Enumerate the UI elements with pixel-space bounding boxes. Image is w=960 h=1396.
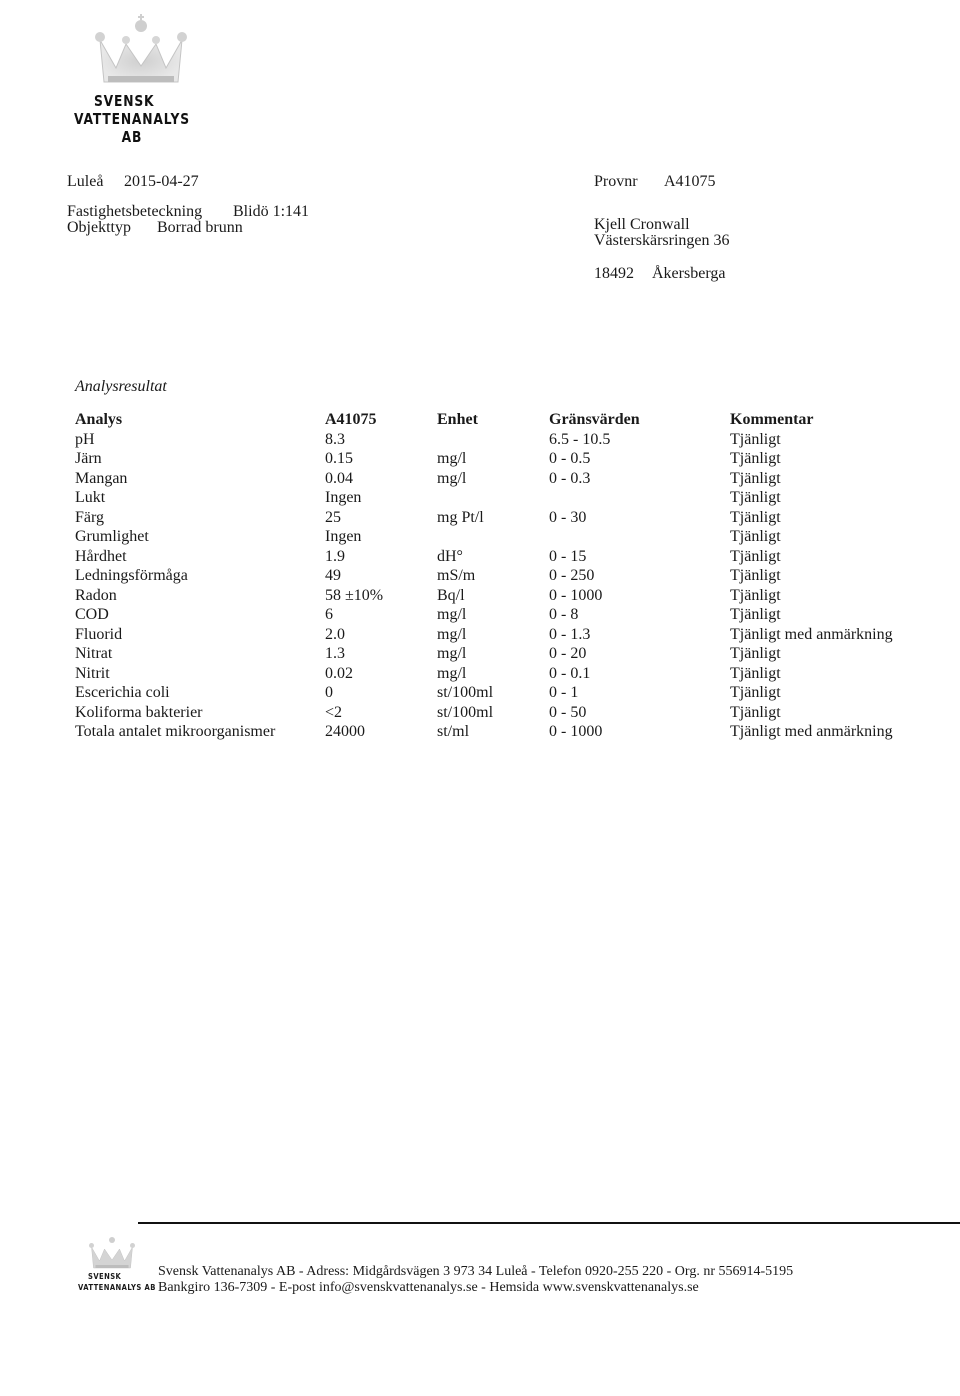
cell-limits: 0 - 0.5 <box>549 450 591 467</box>
cell-limits: 0 - 0.1 <box>549 664 591 682</box>
report-date: 2015-04-27 <box>124 173 199 190</box>
table-row <box>75 548 935 568</box>
cell-value: 0 <box>325 684 333 701</box>
recipient-street: Västerskärsringen 36 <box>594 232 730 249</box>
column-header-analysis: Analys <box>75 411 123 428</box>
cell-limits: 0 - 1.3 <box>549 625 591 643</box>
cell-limits: 0 - 50 <box>549 703 587 721</box>
cell-limits: 0 - 1000 <box>549 723 603 740</box>
cell-unit: Bq/l <box>437 586 465 604</box>
cell-comment: Tjänligt <box>730 645 781 662</box>
table-row <box>75 645 935 665</box>
logo-text-line1: SVENSK <box>94 92 155 110</box>
table-row <box>75 470 935 490</box>
company-logo <box>74 10 204 146</box>
cell-analysis: Totala antalet mikroorganismer <box>75 723 276 740</box>
recipient-city: Åkersberga <box>652 265 726 282</box>
table-row <box>75 450 935 470</box>
table-row <box>75 587 935 607</box>
cell-unit: mg Pt/l <box>437 508 484 526</box>
cell-value: 24000 <box>325 723 365 740</box>
object-type-value: Borrad brunn <box>157 219 243 236</box>
table-row <box>75 665 935 685</box>
cell-unit: mg/l <box>437 606 467 623</box>
cell-comment: Tjänligt <box>730 586 781 604</box>
cell-comment: Tjänligt <box>730 508 781 526</box>
cell-value: 8.3 <box>325 430 345 448</box>
cell-analysis: Mangan <box>75 469 128 487</box>
property-label: Fastighetsbeteckning <box>67 203 203 220</box>
cell-unit: mg/l <box>437 469 467 487</box>
cell-analysis: Grumlighet <box>75 528 149 545</box>
cell-value: Ingen <box>325 489 362 506</box>
table-row <box>75 704 935 724</box>
cell-limits: 0 - 0.3 <box>549 469 591 487</box>
crown-icon <box>86 10 196 90</box>
footer-logo-line2: VATTENANALYS AB <box>78 1283 156 1292</box>
property-value: Blidö 1:141 <box>233 203 310 220</box>
cell-analysis: Hårdhet <box>75 547 127 565</box>
cell-comment: Tjänligt <box>730 430 781 448</box>
cell-comment: Tjänligt <box>730 684 781 701</box>
table-row <box>75 431 935 451</box>
cell-value: 2.0 <box>325 625 345 643</box>
cell-analysis: Radon <box>75 586 117 604</box>
cell-comment: Tjänligt med anmärkning <box>730 625 893 643</box>
section-title: Analysresultat <box>75 378 167 395</box>
column-header-comment: Kommentar <box>730 411 814 428</box>
cell-comment: Tjänligt <box>730 606 781 623</box>
table-row <box>75 684 935 704</box>
cell-comment: Tjänligt <box>730 528 781 545</box>
cell-limits: 0 - 1000 <box>549 586 603 604</box>
cell-unit: st/100ml <box>437 703 494 721</box>
cell-analysis: Lukt <box>75 489 106 506</box>
table-row <box>75 723 935 743</box>
cell-value: 25 <box>325 508 341 526</box>
cell-limits: 0 - 30 <box>549 508 587 526</box>
cell-comment: Tjänligt <box>730 450 781 467</box>
column-header-unit: Enhet <box>437 411 478 428</box>
cell-comment: Tjänligt <box>730 489 781 506</box>
sample-number-value: A41075 <box>664 173 716 190</box>
cell-value: <2 <box>325 703 343 721</box>
cell-comment: Tjänligt <box>730 703 781 721</box>
footer-bank-line: Bankgiro 136-7309 - E-post info@svenskvattenanalys.se - Hemsida www.svenskvattenanalys.se <box>158 1280 699 1295</box>
object-type-label: Objekttyp <box>67 219 131 236</box>
table-row <box>75 528 935 548</box>
table-body <box>75 431 935 743</box>
cell-limits: 6.5 - 10.5 <box>549 430 611 448</box>
cell-analysis: Nitrit <box>75 664 110 682</box>
table-header-row <box>75 411 935 431</box>
cell-unit: mg/l <box>437 450 467 467</box>
cell-analysis: Escerichia coli <box>75 684 170 701</box>
cell-value: 1.9 <box>325 547 345 565</box>
cell-value: 1.3 <box>325 645 345 662</box>
cell-limits: 0 - 20 <box>549 645 587 662</box>
cell-analysis: Koliforma bakterier <box>75 703 203 721</box>
cell-value: 0.02 <box>325 664 353 682</box>
recipient-name: Kjell Cronwall <box>594 216 690 233</box>
cell-value: 49 <box>325 567 341 584</box>
cell-unit: dH° <box>437 547 463 565</box>
recipient-zip: 18492 <box>594 265 634 282</box>
cell-value: 0.15 <box>325 450 353 467</box>
logo-text-line2: VATTENANALYS AB <box>74 110 190 146</box>
table-row <box>75 489 935 509</box>
cell-value: 0.04 <box>325 469 353 487</box>
cell-comment: Tjänligt <box>730 547 781 565</box>
cell-limits: 0 - 15 <box>549 547 587 565</box>
cell-unit: st/ml <box>437 723 470 740</box>
table-row <box>75 626 935 646</box>
cell-comment: Tjänligt <box>730 664 781 682</box>
footer-crown-icon <box>84 1232 140 1272</box>
cell-unit: st/100ml <box>437 684 494 701</box>
cell-analysis: pH <box>75 430 95 448</box>
cell-unit: mg/l <box>437 645 467 662</box>
cell-unit: mS/m <box>437 567 476 584</box>
cell-comment: Tjänligt <box>730 469 781 487</box>
cell-analysis: Järn <box>75 450 102 467</box>
results-table <box>75 411 935 743</box>
cell-unit: mg/l <box>437 664 467 682</box>
column-header-limits: Gränsvärden <box>549 411 640 428</box>
footer-contact-line: Svensk Vattenanalys AB - Adress: Midgårdsvägen 3 973 34 Luleå - Telefon 0920-255 220 - Org. nr 556914-5195 <box>158 1264 794 1279</box>
cell-analysis: Fluorid <box>75 625 123 643</box>
footer-logo <box>78 1232 156 1296</box>
cell-value: Ingen <box>325 528 362 545</box>
table-row <box>75 567 935 587</box>
cell-unit: mg/l <box>437 625 467 643</box>
cell-limits: 0 - 250 <box>549 567 595 584</box>
cell-analysis: Färg <box>75 508 105 526</box>
column-header-sample: A41075 <box>325 411 377 428</box>
city: Luleå <box>67 173 104 190</box>
cell-analysis: Ledningsförmåga <box>75 567 188 584</box>
footer-logo-line1: SVENSK <box>88 1272 122 1281</box>
footer-divider <box>138 1222 960 1224</box>
cell-comment: Tjänligt <box>730 567 781 584</box>
sample-number-label: Provnr <box>594 173 638 190</box>
table-row <box>75 606 935 626</box>
cell-analysis: Nitrat <box>75 645 113 662</box>
cell-value: 58 ±10% <box>325 586 384 604</box>
cell-value: 6 <box>325 606 333 623</box>
cell-analysis: COD <box>75 606 109 623</box>
table-row <box>75 509 935 529</box>
cell-limits: 0 - 8 <box>549 606 579 623</box>
cell-limits: 0 - 1 <box>549 684 579 701</box>
cell-comment: Tjänligt med anmärkning <box>730 723 893 740</box>
